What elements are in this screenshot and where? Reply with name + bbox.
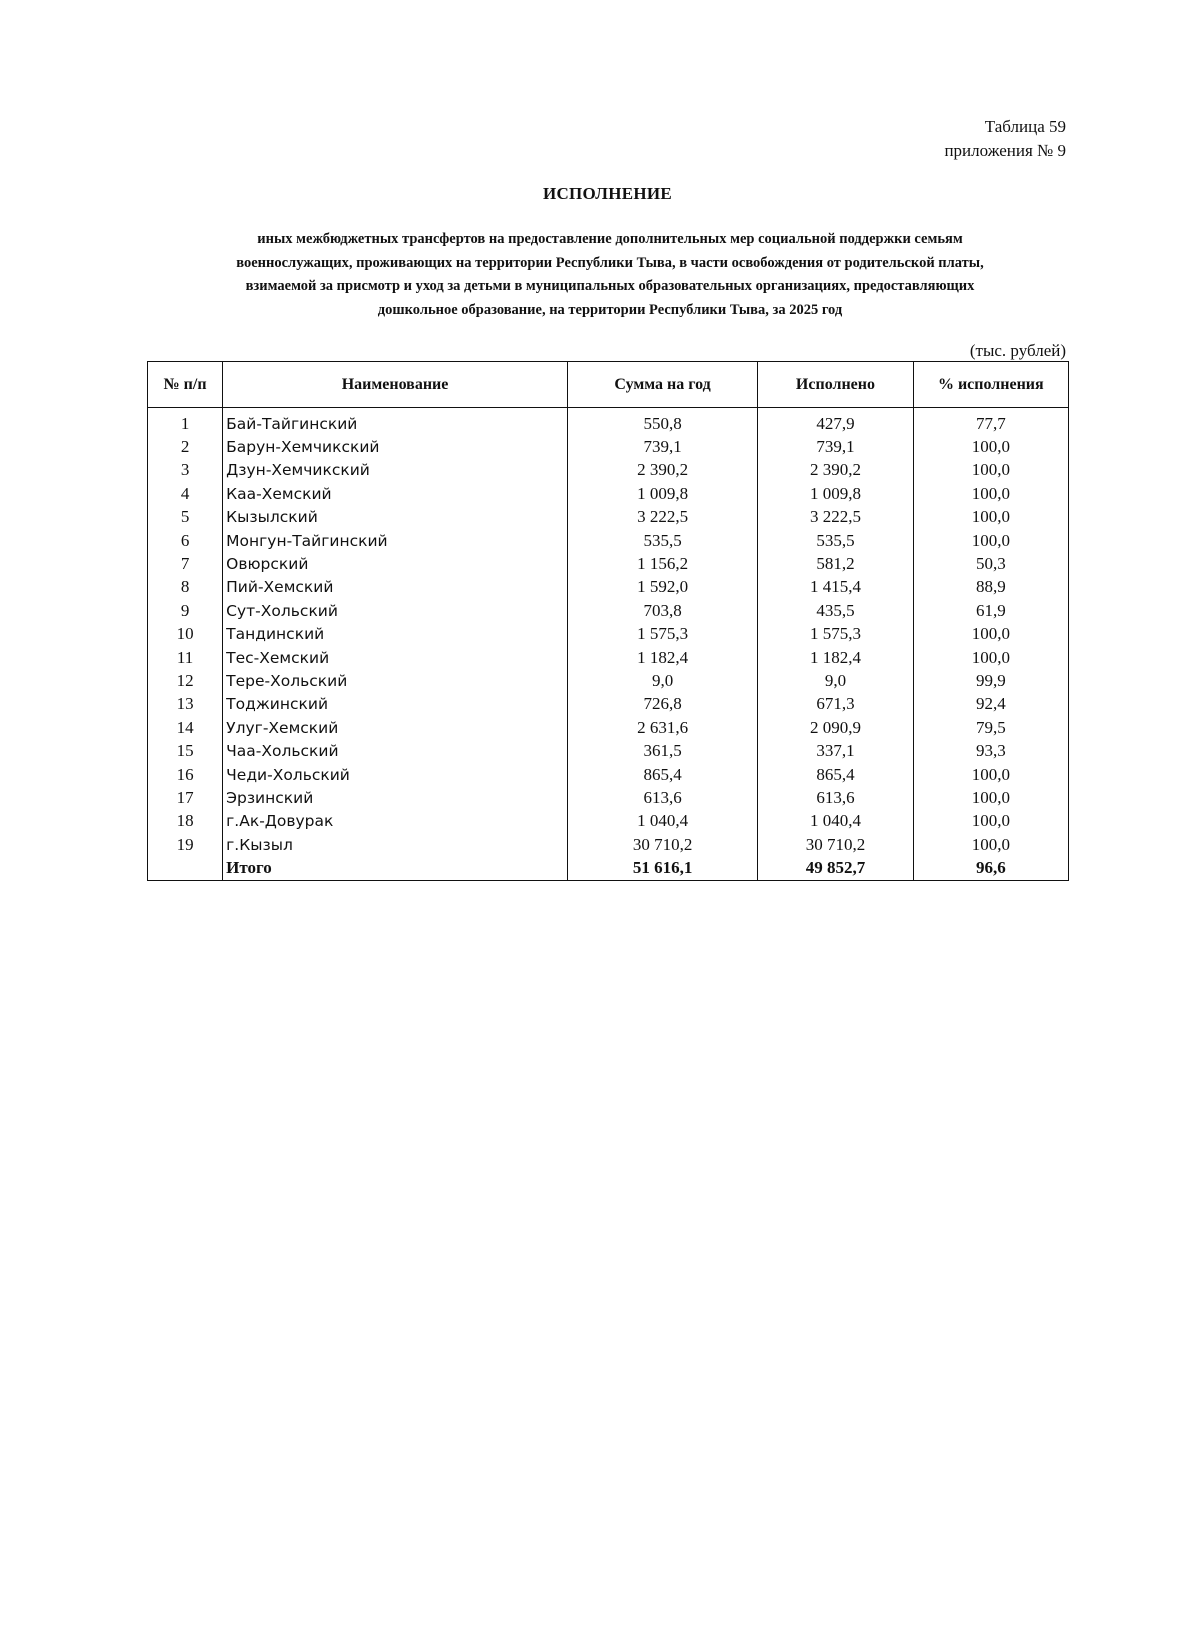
- row-number-cell: 14: [148, 716, 223, 739]
- execution-percent-cell: 77,7: [913, 408, 1068, 436]
- table-row: [148, 763, 1069, 786]
- total-row: [148, 856, 1069, 880]
- executed-amount-cell: 427,9: [758, 408, 913, 436]
- annual-amount-cell: 1 592,0: [567, 576, 757, 599]
- row-number-cell: 16: [148, 763, 223, 786]
- municipality-name-cell: Тоджинский: [223, 693, 568, 716]
- row-number-cell: 8: [148, 576, 223, 599]
- municipality-name-cell: Тандинский: [223, 623, 568, 646]
- execution-percent-cell: 100,0: [913, 810, 1068, 833]
- table-row: [148, 552, 1069, 575]
- executed-amount-cell: 865,4: [758, 763, 913, 786]
- units-label: (тыс. рублей): [969, 341, 1066, 360]
- subtitle-line: военнослужащих, проживающих на территории Республики Тыва, в части освобождения от родительской платы,: [236, 254, 984, 271]
- executed-amount-cell: 1 575,3: [758, 623, 913, 646]
- municipality-name-cell: Улуг-Хемский: [223, 716, 568, 739]
- annex-number-label: приложения № 9: [944, 141, 1066, 160]
- annual-amount-cell: 613,6: [567, 786, 757, 809]
- executed-amount-cell: 1 009,8: [758, 482, 913, 505]
- annual-amount-cell: 3 222,5: [567, 506, 757, 529]
- execution-percent-cell: 100,0: [913, 646, 1068, 669]
- column-header-name: Наименование: [223, 362, 568, 408]
- executed-amount-cell: 1 040,4: [758, 810, 913, 833]
- row-number-cell: 9: [148, 599, 223, 622]
- annual-amount-cell: 1 009,8: [567, 482, 757, 505]
- executed-amount-cell: 337,1: [758, 739, 913, 762]
- column-header-annual-amount: Сумма на год: [567, 362, 757, 408]
- municipality-name-cell: Пий-Хемский: [223, 576, 568, 599]
- executed-amount-cell: 1 182,4: [758, 646, 913, 669]
- table-row: [148, 810, 1069, 833]
- annual-amount-cell: 726,8: [567, 693, 757, 716]
- execution-percent-cell: 100,0: [913, 459, 1068, 482]
- execution-percent-cell: 100,0: [913, 506, 1068, 529]
- total-annual-amount-cell: 51 616,1: [567, 856, 757, 880]
- row-number-cell: 4: [148, 482, 223, 505]
- row-number-cell: 3: [148, 459, 223, 482]
- table-row: [148, 833, 1069, 856]
- table-row: [148, 669, 1069, 692]
- executed-amount-cell: 30 710,2: [758, 833, 913, 856]
- table-row: [148, 693, 1069, 716]
- table-row: [148, 599, 1069, 622]
- execution-percent-cell: 100,0: [913, 435, 1068, 458]
- annual-amount-cell: 1 156,2: [567, 552, 757, 575]
- annual-amount-cell: 739,1: [567, 435, 757, 458]
- row-number-cell: 10: [148, 623, 223, 646]
- table-header-row: [148, 362, 1069, 408]
- execution-percent-cell: 88,9: [913, 576, 1068, 599]
- column-header-executed: Исполнено: [758, 362, 913, 408]
- table-row: [148, 623, 1069, 646]
- annual-amount-cell: 9,0: [567, 669, 757, 692]
- municipality-name-cell: г.Ак-Довурак: [223, 810, 568, 833]
- table-body: [148, 408, 1069, 881]
- executed-amount-cell: 613,6: [758, 786, 913, 809]
- executed-amount-cell: 3 222,5: [758, 506, 913, 529]
- row-number-cell: 19: [148, 833, 223, 856]
- table-row: [148, 786, 1069, 809]
- annual-amount-cell: 1 040,4: [567, 810, 757, 833]
- execution-percent-cell: 100,0: [913, 529, 1068, 552]
- column-header-execution-percent: % исполнения: [913, 362, 1068, 408]
- annual-amount-cell: 865,4: [567, 763, 757, 786]
- execution-table: [147, 361, 1069, 881]
- subtitle-line: иных межбюджетных трансфертов на предоставление дополнительных мер социальной поддержки семьям: [257, 231, 963, 247]
- municipality-name-cell: Кызылский: [223, 506, 568, 529]
- row-number-cell: 11: [148, 646, 223, 669]
- annual-amount-cell: 30 710,2: [567, 833, 757, 856]
- table-row: [148, 716, 1069, 739]
- executed-amount-cell: 2 390,2: [758, 459, 913, 482]
- municipality-name-cell: Сут-Хольский: [223, 599, 568, 622]
- annual-amount-cell: 703,8: [567, 599, 757, 622]
- row-number-cell: 13: [148, 693, 223, 716]
- total-number-cell: [148, 856, 223, 880]
- execution-percent-cell: 100,0: [913, 623, 1068, 646]
- annual-amount-cell: 535,5: [567, 529, 757, 552]
- executed-amount-cell: 9,0: [758, 669, 913, 692]
- row-number-cell: 1: [148, 408, 223, 436]
- execution-percent-cell: 100,0: [913, 763, 1068, 786]
- executed-amount-cell: 535,5: [758, 529, 913, 552]
- row-number-cell: 6: [148, 529, 223, 552]
- annual-amount-cell: 2 390,2: [567, 459, 757, 482]
- executed-amount-cell: 739,1: [758, 435, 913, 458]
- municipality-name-cell: Эрзинский: [223, 786, 568, 809]
- total-label-cell: Итого: [223, 856, 568, 880]
- table-row: [148, 646, 1069, 669]
- annex-reference: [944, 115, 1066, 163]
- annual-amount-cell: 1 575,3: [567, 623, 757, 646]
- municipality-name-cell: Бай-Тайгинский: [223, 408, 568, 436]
- document-subtitle: [160, 228, 1060, 322]
- executed-amount-cell: 1 415,4: [758, 576, 913, 599]
- annual-amount-cell: 2 631,6: [567, 716, 757, 739]
- table-row: [148, 482, 1069, 505]
- execution-percent-cell: 100,0: [913, 833, 1068, 856]
- municipality-name-cell: Чеди-Хольский: [223, 763, 568, 786]
- table-row: [148, 576, 1069, 599]
- table-number-label: Таблица 59: [984, 117, 1066, 136]
- table-row: [148, 435, 1069, 458]
- municipality-name-cell: Тес-Хемский: [223, 646, 568, 669]
- execution-percent-cell: 61,9: [913, 599, 1068, 622]
- executed-amount-cell: 435,5: [758, 599, 913, 622]
- execution-percent-cell: 92,4: [913, 693, 1068, 716]
- execution-percent-cell: 99,9: [913, 669, 1068, 692]
- table-row: [148, 529, 1069, 552]
- table-row: [148, 408, 1069, 436]
- municipality-name-cell: Барун-Хемчикский: [223, 435, 568, 458]
- municipality-name-cell: Каа-Хемский: [223, 482, 568, 505]
- table-row: [148, 459, 1069, 482]
- municipality-name-cell: Овюрский: [223, 552, 568, 575]
- executed-amount-cell: 671,3: [758, 693, 913, 716]
- municipality-name-cell: Монгун-Тайгинский: [223, 529, 568, 552]
- row-number-cell: 18: [148, 810, 223, 833]
- annual-amount-cell: 361,5: [567, 739, 757, 762]
- table-row: [148, 739, 1069, 762]
- row-number-cell: 17: [148, 786, 223, 809]
- annual-amount-cell: 1 182,4: [567, 646, 757, 669]
- row-number-cell: 2: [148, 435, 223, 458]
- row-number-cell: 5: [148, 506, 223, 529]
- execution-percent-cell: 100,0: [913, 786, 1068, 809]
- subtitle-line: взимаемой за присмотр и уход за детьми в муниципальных образовательных организациях, предоставляющих: [245, 278, 975, 294]
- column-header-number: № п/п: [148, 362, 223, 408]
- execution-percent-cell: 79,5: [913, 716, 1068, 739]
- municipality-name-cell: Чаа-Хольский: [223, 739, 568, 762]
- municipality-name-cell: Дзун-Хемчикский: [223, 459, 568, 482]
- document-title: ИСПОЛНЕНИЕ: [542, 184, 673, 203]
- total-executed-amount-cell: 49 852,7: [758, 856, 913, 880]
- execution-percent-cell: 50,3: [913, 552, 1068, 575]
- annual-amount-cell: 550,8: [567, 408, 757, 436]
- execution-percent-cell: 100,0: [913, 482, 1068, 505]
- row-number-cell: 12: [148, 669, 223, 692]
- row-number-cell: 7: [148, 552, 223, 575]
- executed-amount-cell: 581,2: [758, 552, 913, 575]
- total-execution-percent-cell: 96,6: [913, 856, 1068, 880]
- row-number-cell: 15: [148, 739, 223, 762]
- table-row: [148, 506, 1069, 529]
- executed-amount-cell: 2 090,9: [758, 716, 913, 739]
- execution-percent-cell: 93,3: [913, 739, 1068, 762]
- municipality-name-cell: г.Кызыл: [223, 833, 568, 856]
- subtitle-line: дошкольное образование, на территории Республики Тыва, за 2025 год: [377, 301, 843, 318]
- municipality-name-cell: Тере-Хольский: [223, 669, 568, 692]
